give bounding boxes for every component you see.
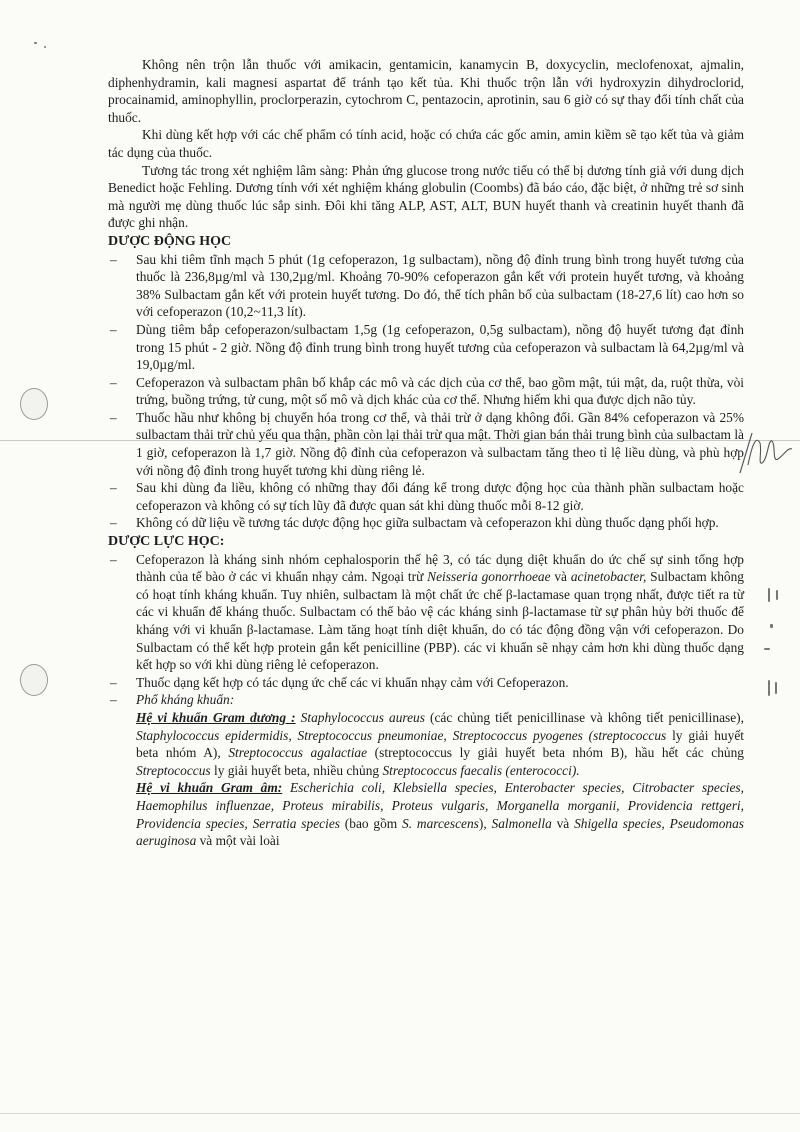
pharmacokinetics-list <box>108 251 744 533</box>
pharmacodynamics-list <box>108 551 744 709</box>
heading-pharmacodynamics: DƯỢC LỰC HỌC: <box>108 534 225 550</box>
list-item: – Cefoperazon và sulbactam phân bố khắp các mô và các dịch của cơ thể, bao gồm mật, túi mật, da, ruột thừa, vòi trứng, buồng trứng, tử cung, một số mô và dịch khác của cơ thể. Nhưng hiếm khi qua được dịch não tủy. <box>108 374 744 409</box>
punch-hole <box>20 664 48 696</box>
margin-mark <box>775 682 777 694</box>
list-item: – Sau khi dùng đa liều, không có những thay đổi đáng kể trong dược động học của thành phần sulbactam hoặc cefoperazon và không có sự tích lũy đã được quan sát khi dùng thuốc mỗi 8-12 giờ. <box>108 479 744 514</box>
paragraph-lab-interaction: Tương tác trong xét nghiệm lâm sàng: Phản ứng glucose trong nước tiểu có thể bị dương tính giả với dung dịch Benedict hoặc Fehling. Dương tính với xét nghiệm kháng globulin (Coombs) đã báo cáo, đặc biệt, ở những trẻ sơ sinh mà người mẹ dùng thuốc lúc sắp sinh. Đôi khi tăng ALP, AST, ALT, BUN huyết thanh và creatinin huyết thanh đã được ghi nhận. <box>108 162 744 231</box>
margin-mark <box>764 648 770 650</box>
list-item: – Thuốc dạng kết hợp có tác dụng ức chế các vi khuẩn nhạy cảm với Cefoperazon. <box>108 674 744 692</box>
list-item: – Không có dữ liệu về tương tác dược động học giữa sulbactam và cefoperazon khi dùng thuốc dạng phối hợp. <box>108 514 744 532</box>
signature-initials <box>738 425 794 477</box>
list-item: – Thuốc hầu như không bị chuyển hóa trong cơ thể, và thải trừ ở dạng không đổi. Gần 84% cefoperazon và 25% sulbactam thải trừ chủ yếu qua thận, phần còn lại thải trừ qua mật. Thời gian bán thải trung bình của sulbactam là 1 giờ, cefoperazon là 1,7 giờ. Nồng độ đỉnh của cefoperazon và sulbactam tăng theo tỉ lệ liều dùng, và phù hợp với nồng độ đỉnh trong huyết tương khi dùng riêng lẻ. <box>108 409 744 479</box>
margin-mark <box>776 590 778 600</box>
margin-mark <box>770 624 773 628</box>
heading-pharmacokinetics: DƯỢC ĐỘNG HỌC <box>108 233 232 249</box>
scan-speck <box>44 46 46 48</box>
document-page <box>108 56 744 850</box>
paragraph-mixing-incompatibility: Không nên trộn lẫn thuốc với amikacin, gentamicin, kanamycin B, doxycyclin, meclofenoxat, ajmalin, diphenhydramin, kali magnesi aspartat để tránh tạo kết tủa. Khi thuốc trộn lẫn với hydroxyzin dihydroclorid, procainamid, aminophyllin, proclorperazin, cytochrom C, pentazocin, aprotinin, sau 6 giờ có sự thay đổi tính chất của thuốc. <box>108 57 744 125</box>
scan-speck <box>34 42 37 44</box>
gram-positive-paragraph: Hệ vi khuẩn Gram dương : Staphylococcus aureus (các chủng tiết penicillinase và không tiết penicillinase), Staphylococcus epidermidis, Streptococcus pneumoniae, Streptococcus pyogenes (streptococcus ly giải huyết beta nhóm A), Streptococcus agalactiae (streptococcus ly giải huyết beta nhóm B), hầu hết các chủng Streptococcus ly giải huyết beta, nhiều chủng Streptococcus faecalis (enterococci). <box>136 709 744 778</box>
gram-negative-paragraph: Hệ vi khuẩn Gram âm: Escherichia coli, Klebsiella species, Enterobacter species, Citrobacter species, Haemophilus influenzae, Proteus mirabilis, Proteus vulgaris, Morganella morganii, Providencia rettgeri, Providencia species, Serratia species (bao gồm S. marcescens), Salmonella và Shigella species, Pseudomonas aeruginosa và một vài loài <box>136 780 744 849</box>
list-item: – Phổ kháng khuẩn: <box>108 691 744 709</box>
margin-mark <box>768 588 770 602</box>
list-item: – Sau khi tiêm tĩnh mạch 5 phút (1g cefoperazon, 1g sulbactam), nồng độ đỉnh trung bình trong huyết tương của thuốc là 236,8µg/ml và 130,2µg/ml. Khoảng 70-90% cefoperazon gắn kết với protein huyết tương, và khoảng 38% Sulbactam gắn kết với protein huyết tương. Do đó, thể tích phân bố của sulbactam (18-27,6 lít) cao hơn so với cefoperazon (10,2~11,3 lít). <box>108 251 744 321</box>
list-item: – Cefoperazon là kháng sinh nhóm cephalosporin thế hệ 3, có tác dụng diệt khuẩn do ức chế sự sinh tổng hợp thành của tế bào ở các vi khuẩn nhạy cảm. Ngoại trừ Neisseria gonorrhoeae và acinetobacter, Sulbactam không có hoạt tính kháng khuẩn. Tuy nhiên, sulbactam là một chất ức chế β-lactamase quan trọng nhất, được tiết ra từ các vi khuẩn để kháng thuốc. Sulbactam có thể bảo vệ các kháng sinh β-lactamase từ sự phân hủy bởi thuốc để kháng với vi khuẩn β-lactamase. Làm tăng hoạt tính diệt khuẩn, do có tác động đồng vận với cefoperazon. Do Sulbactam có thể kết hợp protein gắn kết penicilline (PBP). các vi khuẩn sẽ nhạy cảm hơn khi dùng thuốc dạng kết hợp so với khi dùng riêng lẻ cefoperazon. <box>108 551 744 674</box>
scan-line <box>0 1113 800 1114</box>
paragraph-acid-combination: Khi dùng kết hợp với các chế phẩm có tính acid, hoặc có chứa các gốc amin, amin kiềm sẽ tạo kết tủa và giảm tác dụng của thuốc. <box>108 127 744 160</box>
list-item: – Dùng tiêm bắp cefoperazon/sulbactam 1,5g (1g cefoperazon, 0,5g sulbactam), nồng độ huyết tương đạt đỉnh trong 15 phút - 2 giờ. Nồng độ đỉnh trung bình trong huyết tương của cefoperazon và sulbactam là 64,2µg/ml và 19,0µg/ml. <box>108 321 744 374</box>
punch-hole <box>20 388 48 420</box>
margin-mark <box>768 680 770 696</box>
